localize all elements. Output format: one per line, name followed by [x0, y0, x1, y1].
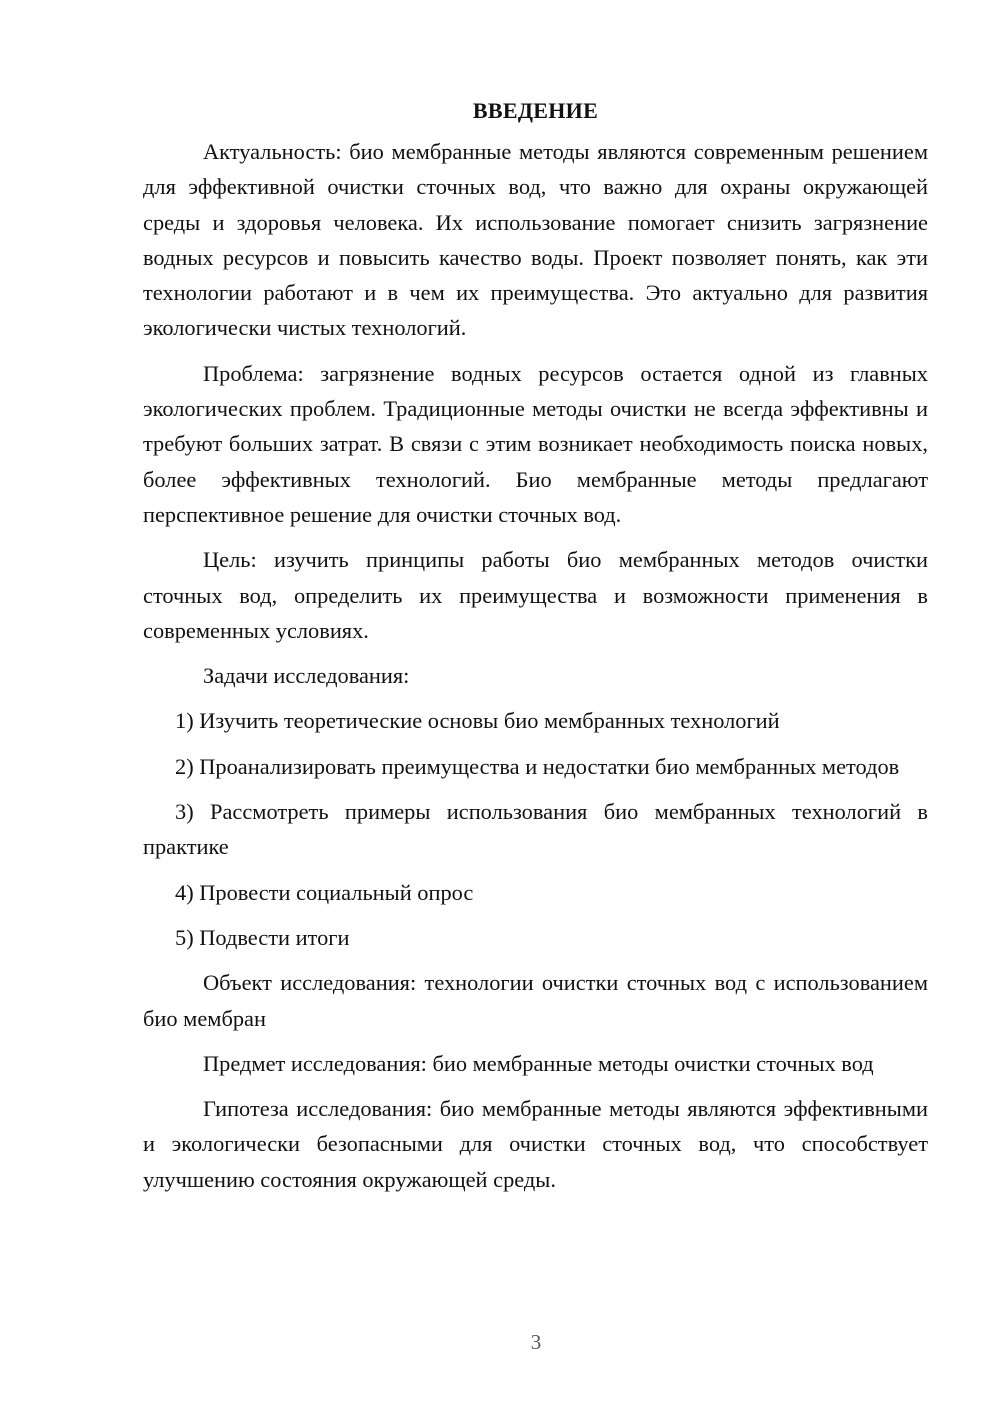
- problem-paragraph: Проблема: загрязнение водных ресурсов остается одной из главных экологических проблем. Традиционные методы очистки не всегда эффективны и требуют больших затрат. В связи с этим возникает необходимость поиска новых, более эффективных технологий. Био мембранные методы предлагают перспективное решение для очистки сточных вод.: [143, 360, 928, 527]
- relevance-paragraph: Актуальность: био мембранные методы являются современным решением для эффективной очистки сточных вод, что важно для охраны окружающей среды и здоровья человека. Их использование помогает снизить загрязнение водных ресурсов и повысить качество воды. Проект позволяет понять, как эти технологии работают и в чем их преимущества. Это актуально для развития экологически чистых технологий.: [143, 139, 928, 341]
- task-item-1: 1) Изучить теоретические основы био мембранных технологий: [175, 708, 780, 734]
- goal-paragraph: Цель: изучить принципы работы био мембранных методов очистки сточных вод, определить их преимущества и возможности применения в современных условиях.: [143, 547, 928, 643]
- task-item-4: 4) Провести социальный опрос: [175, 879, 474, 905]
- tasks-heading: Задачи исследования:: [203, 663, 410, 689]
- page-number: 3: [530, 1330, 542, 1354]
- subject-paragraph: Предмет исследования: био мембранные методы очистки сточных вод: [203, 1050, 874, 1076]
- task-item-5: 5) Подвести итоги: [175, 924, 350, 950]
- section-title: ВВЕДЕНИЕ: [472, 98, 599, 123]
- task-item-3: 3) Рассмотреть примеры использования био мембранных технологий в практике: [143, 799, 928, 860]
- object-paragraph: Объект исследования: технологии очистки сточных вод с использованием био мембран: [143, 970, 928, 1031]
- hypothesis-paragraph: Гипотеза исследования: био мембранные методы являются эффективными и экологически безопасными для очистки сточных вод, что способствует улучшению состояния окружающей среды.: [143, 1096, 928, 1192]
- task-item-2: 2) Проанализировать преимущества и недостатки био мембранных методов: [175, 753, 900, 779]
- document-page: [143, 92, 928, 1207]
